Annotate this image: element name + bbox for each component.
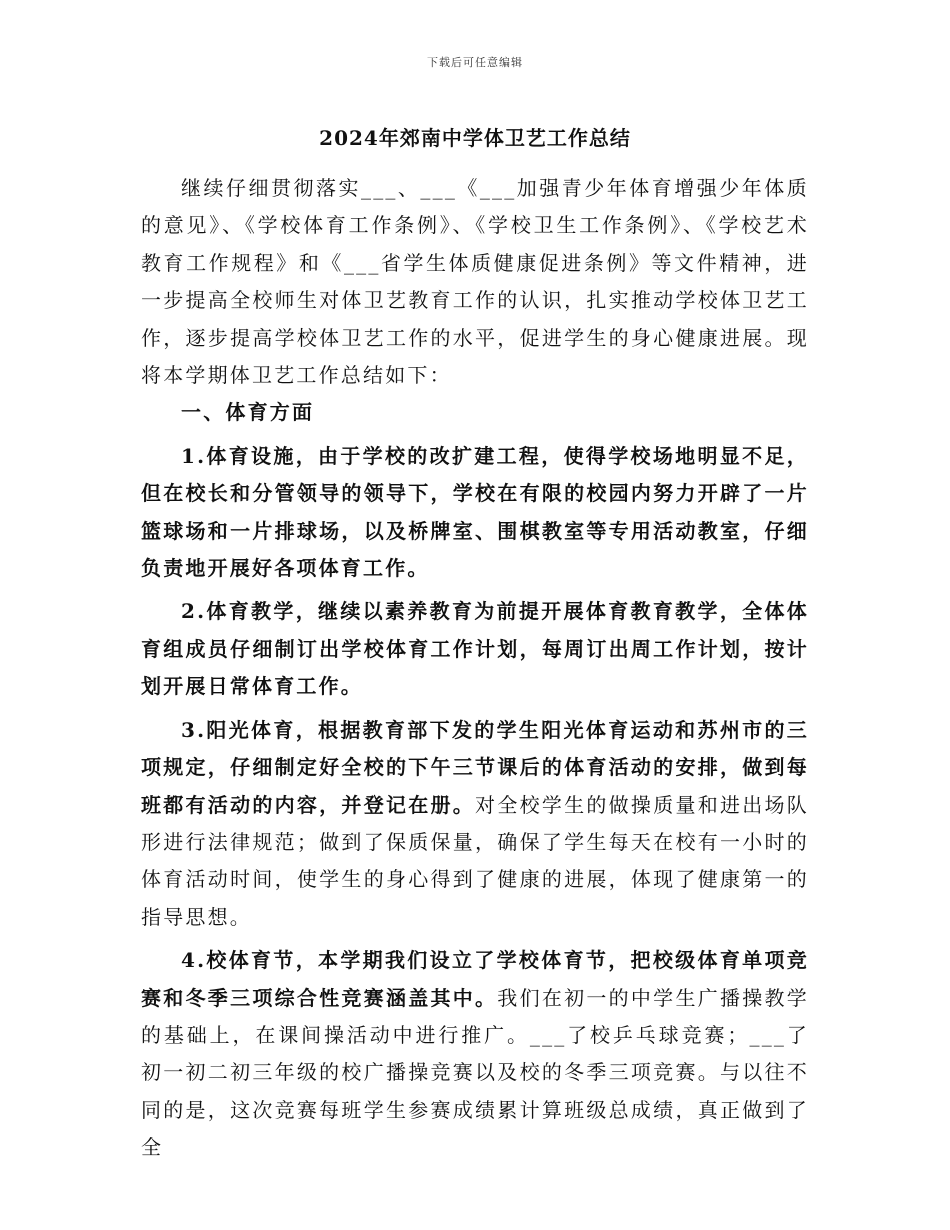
- item-2-bold-text: 2.体育教学，继续以素养教育为前提开展体育教育教学，全体体育组成员仔细制订出学校体育工作计划，每周订出周工作计划，按计划开展日常体育工作。: [141, 599, 809, 699]
- item-1-bold-text: 1.体育设施，由于学校的改扩建工程，使得学校场地明显不足，但在校长和分管领导的领导下，学校在有限的校园内努力开辟了一片篮球场和一片排球场，以及桥牌室、围棋教室等专用活动教室，仔细负责地开展好各项体育工作。: [141, 443, 809, 581]
- item-sunshine-sports: [141, 712, 809, 936]
- item-sports-facilities: [141, 438, 809, 588]
- item-4-bold-text: 4.校体育节，本学期我们设立了学校体育节，把校级体育单项竞赛和冬季三项综合性竞赛涵盖其中。: [141, 948, 809, 1010]
- item-sports-festival: [141, 942, 809, 1166]
- item-3-text: 对全校学生的做操质量和进出场队形进行法律规范；做到了保质保量，确保了学生每天在校有一小时的体育活动时间，使学生的身心得到了健康的进展，体现了健康第一的指导思想。: [141, 792, 810, 929]
- document-title: 2024年郊南中学体卫艺工作总结: [319, 126, 631, 150]
- header-note: 下载后可任意编辑: [427, 56, 523, 69]
- item-3-bold-text: 3.阳光体育，根据教育部下发的学生阳光体育运动和苏州市的三项规定，仔细制定好全校的下午三节课后的体育活动的安排，做到每班都有活动的内容，并登记在册。: [141, 717, 809, 817]
- document-body: [141, 170, 809, 1167]
- section-heading-sports: 一、体育方面: [181, 400, 315, 425]
- item-4-text: 我们在初一的中学生广播操教学的基础上，在课间操活动中进行推广。___了校乒乓球竞赛；___了初一初二初三年级的校广播操竞赛以及校的冬季三项竞赛。与以往不同的是，这次竞赛每班学生参赛成绩累计算班级总成绩，真正做到了全: [141, 985, 809, 1160]
- item-sports-teaching: [141, 593, 809, 705]
- intro-paragraph: 继续仔细贯彻落实___、___《___加强青少年体育增强少年体质的意见》、《学校体育工作条例》、《学校卫生工作条例》、《学校艺术教育工作规程》和《___省学生体质健康促进条例》等文件精神，进一步提高全校师生对体卫艺教育工作的认识，扎实推动学校体卫艺工作，逐步提高学校体卫艺工作的水平，促进学生的身心健康进展。现将本学期体卫艺工作总结如下：: [141, 176, 809, 388]
